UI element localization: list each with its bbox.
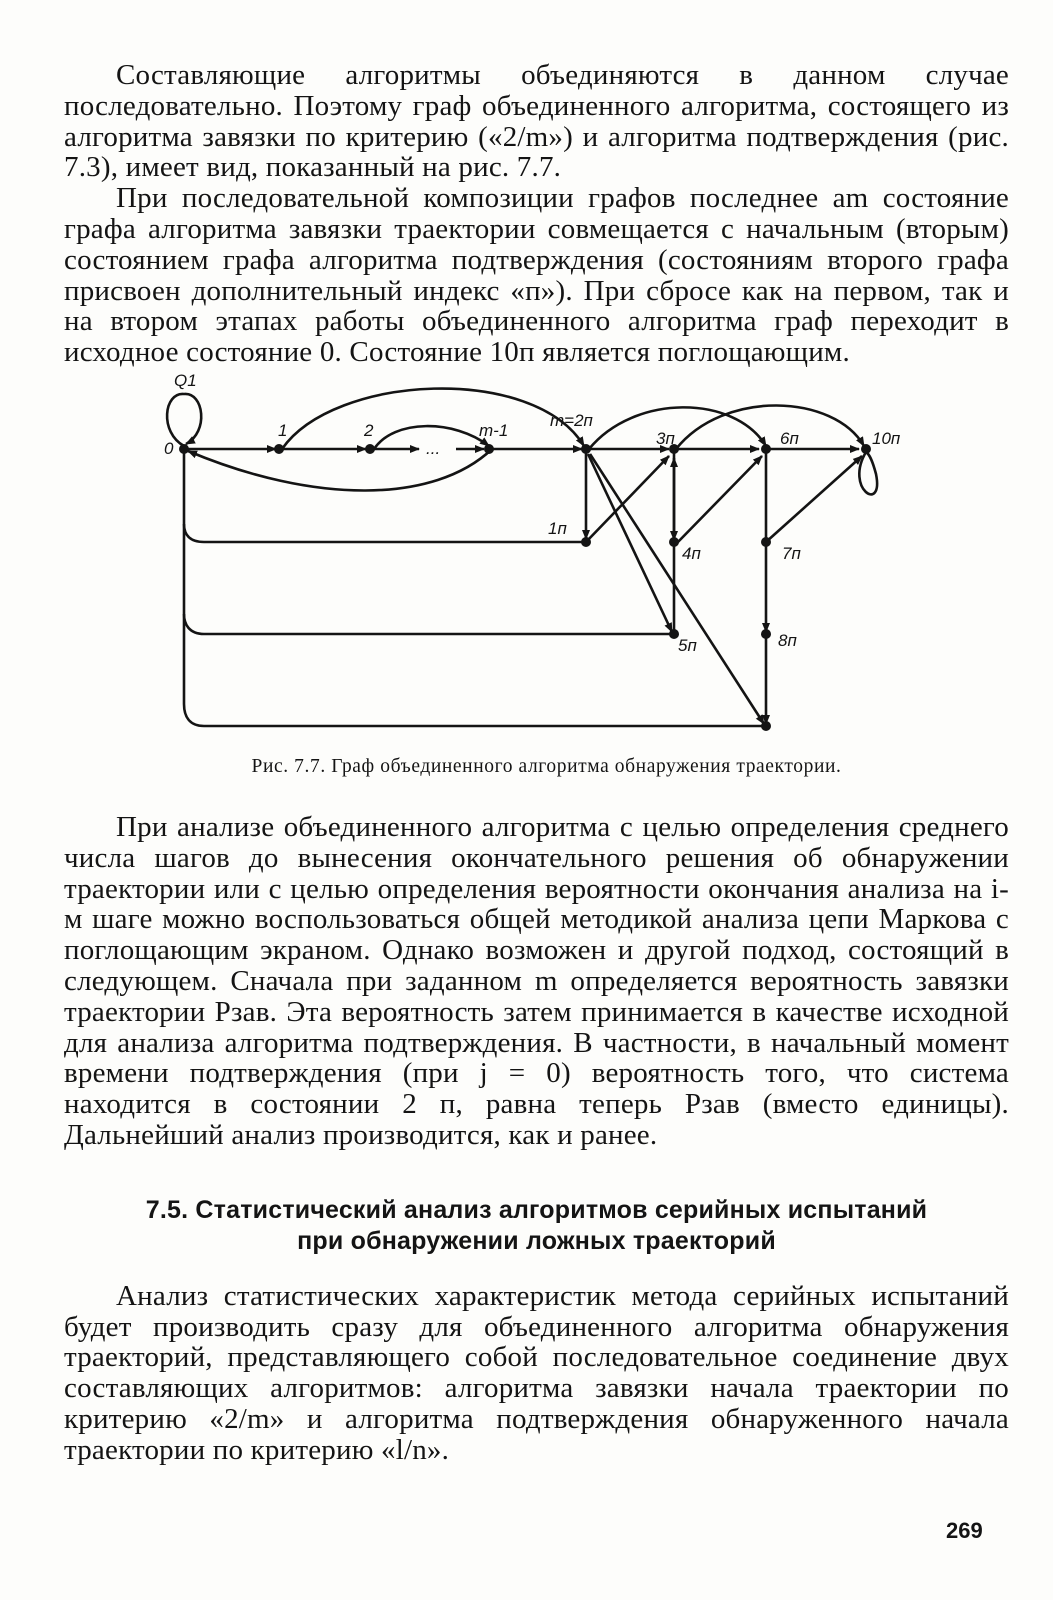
figure-7-7 bbox=[64, 374, 1009, 754]
label-0: 0 bbox=[164, 438, 174, 458]
section-title-line-2: при обнаружении ложных траекторий bbox=[297, 1226, 776, 1255]
figure-caption: Рис. 7.7. Граф объединенного алгоритма обнаружения траектории. bbox=[251, 755, 842, 777]
page-content bbox=[64, 60, 1009, 1466]
label-m2n: m=2п bbox=[550, 410, 593, 430]
paragraph-2: При последовательной композиции графов последнее am состояние графа алгоритма завязки траектории совмещается с начальным (вторым) состоянием графа алгоритма подтверждения (состояниям второго графа присвоен дополнительный индекс «п»). При сбросе как на первом, так и на втором этапах работы объединенного алгоритма граф переходит в исходное состояние 0. Состояние 10п является поглощающим. bbox=[64, 182, 1009, 369]
node-1 bbox=[274, 444, 284, 454]
label-10n: 10п bbox=[872, 428, 901, 448]
label-1: 1 bbox=[278, 420, 288, 440]
arc-3n-10n bbox=[676, 405, 864, 449]
edge-7n-10n bbox=[766, 456, 862, 542]
paragraph-3: При анализе объединенного алгоритма с целью определения среднего числа шагов до вынесения окончательного решения об обнаружении траектории или с целью определения вероятности окончания анализа на i-м шаге можно воспользоваться общей методикой анализа цепи Маркова с поглощающим экраном. Однако возможен и другой подход, состоящий в следующем. Сначала при заданном m определяется вероятность завязки траектории Pзав. Эта вероятность затем принимается в качестве исходной для анализа алгоритма подтверждения. В частности, в начальный момент времени подтверждения (при j = 0) вероятность того, что система находится в состоянии 2 п, равна теперь Pзав (вместо единицы). Дальнейший анализ производится, как и ранее. bbox=[64, 810, 1009, 1151]
edge-m-bottom bbox=[590, 454, 764, 724]
label-m1: m-1 bbox=[479, 420, 509, 440]
paragraph-4: Анализ статистических характеристик метода серийных испытаний будет производить сразу для объединенного алгоритма обнаружения траекторий, представляющего собой последовательное соединение двух составляющих алгоритмов: алгоритма завязки начала траектории по критерию «2/m» и алгоритма подтверждения обнаруженного начала траектории по критерию «l/n». bbox=[64, 1279, 1009, 1466]
node-4n bbox=[669, 537, 679, 547]
node-10n bbox=[861, 444, 871, 454]
section-title bbox=[64, 1195, 1009, 1257]
label-2: 2 bbox=[364, 420, 374, 440]
label-5n: 5п bbox=[678, 635, 697, 655]
loop-10n bbox=[859, 452, 877, 494]
node-m bbox=[581, 444, 591, 454]
label-dots: ... bbox=[426, 438, 441, 458]
edge-4n-6n bbox=[676, 456, 762, 544]
label-7n: 7п bbox=[782, 543, 801, 563]
node-8n bbox=[761, 629, 771, 639]
return-5n bbox=[184, 524, 674, 634]
label-3n: 3п bbox=[656, 428, 675, 448]
label-8n: 8п bbox=[778, 630, 797, 650]
section-title-line-1: 7.5. Статистический анализ алгоритмов серийных испытаний bbox=[145, 1195, 928, 1224]
label-6n: 6п bbox=[780, 428, 799, 448]
node-7n bbox=[761, 537, 771, 547]
label-4n: 4п bbox=[682, 543, 701, 563]
paragraph-1: Составляющие алгоритмы объединяются в данном случае последовательно. Поэтому граф объединенного алгоритма, состоящего из алгоритма завязки по критерию («2/m») и алгоритма подтверждения (рис. 7.3), имеет вид, показанный на рис. 7.7. bbox=[64, 59, 1009, 184]
node-2 bbox=[365, 444, 375, 454]
node-m1 bbox=[484, 444, 494, 454]
node-1n bbox=[581, 537, 591, 547]
label-1n: 1п bbox=[548, 518, 567, 538]
node-0 bbox=[179, 444, 189, 454]
state-graph bbox=[64, 374, 1009, 754]
edge-m-5n bbox=[588, 454, 672, 632]
page-number: 269 bbox=[946, 1518, 983, 1543]
label-q1: Q1 bbox=[174, 373, 197, 390]
arc-m-6n bbox=[589, 407, 766, 449]
node-6n bbox=[761, 444, 771, 454]
return-1n bbox=[184, 452, 586, 542]
node-bottom bbox=[761, 721, 771, 731]
arc-m1-0 bbox=[188, 449, 492, 491]
